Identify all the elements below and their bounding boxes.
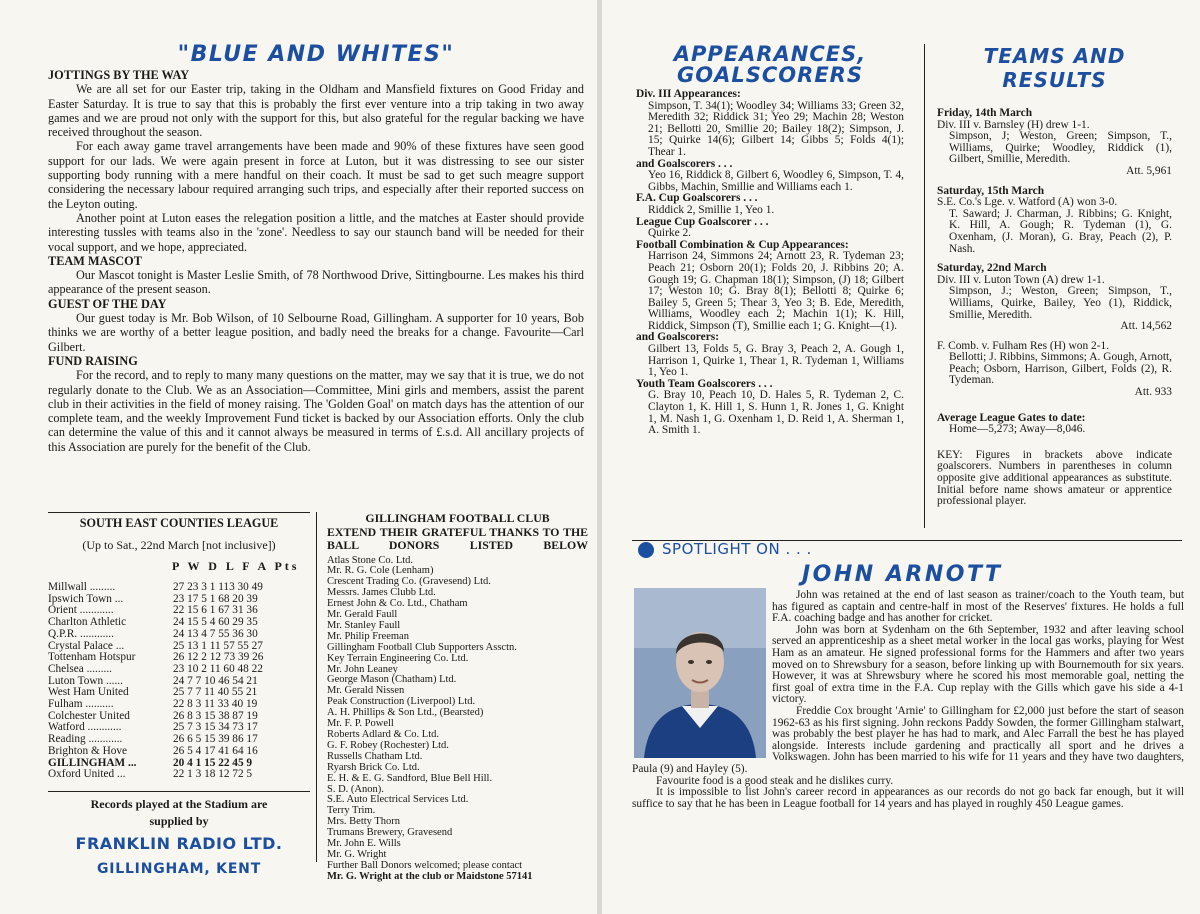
league-team: Chelsea ......... <box>48 663 113 675</box>
league-stats: 26 12 2 12 73 39 26 <box>173 651 264 664</box>
league-team: Orient ............ <box>48 605 114 617</box>
donor-item: George Mason (Chatham) Ltd. <box>327 675 457 686</box>
combination-goals-heading: and Goalscorers: <box>636 331 719 344</box>
paragraph-easter-trip: We are all set for our Easter trip, taking in the Oldham and Mansfield fixtures on Good Friday and Easter Saturday. It is true to say that this is probably the first ever venture into a trip taking in two away games and we are proud not only with the support for this, but also grateful for the regular backing we have received throughout the season. <box>48 82 584 140</box>
gates-heading: Average League Gates to date: <box>937 411 1086 424</box>
donor-item: Mr. G. Wright <box>327 849 387 860</box>
result-1-attendance: Att. 5,961 <box>1126 164 1172 177</box>
league-top-rule <box>48 512 310 513</box>
sponsor-town: GILLINGHAM, KENT <box>96 860 262 877</box>
donor-item: Mr. John E. Wills <box>327 839 401 850</box>
donor-item: A. H. Phillips & Son Ltd., (Bearsted) <box>327 708 484 719</box>
youth-text: G. Bray 10, Peach 10, D. Hales 5, R. Tydeman 2, C. Clayton 1, K. Hill 1, S. Hunn 1, R. Jones 1, G. Knight 1, M. Nash 1, G. Oxenham 1, D. Reid 1, A. Sherman 1, A. Smith 1. <box>648 389 904 437</box>
league-team: Reading ............ <box>48 734 123 746</box>
paragraph-travel: For each away game travel arrangements have been made and 90% of these fixtures have seen good support for our lads. We were again present in force at Luton, but it was distressing to see our sister supporting body running with a mere handful on their coach. It must be sad to get such meagre support considering the necessary labour required arranging such trips, and especially after their reported success on the Leyton outing. <box>48 139 584 211</box>
teams-masthead-line-2: RESULTS <box>1002 68 1107 92</box>
appearances-column <box>636 44 904 437</box>
bio-paragraph-3: Freddie Cox brought 'Arnie' to Gillingham for £2,000 just before the start of season 1962-63 as his first signing. John reckons Paddy Sowden, the former Gillingham stalwart, was probably the best player he has had to mark, and Alec Farrall the best he has played alongside. Interests include gardening and practically all sport and he drives a Volkswagen. John has been married to his wife for 11 years and they have two daughters, Paula (9) and Hayley (5). <box>632 704 1184 775</box>
donor-item: E. H. & E. G. Sandford, Blue Bell Hill. <box>327 773 493 784</box>
league-stats: 22 1 3 18 12 72 5 <box>173 768 253 781</box>
result-3-attendance: Att. 14,562 <box>1120 320 1172 333</box>
records-line-2: supplied by <box>149 813 209 828</box>
league-team: Millwall ......... <box>48 582 116 593</box>
key-text: KEY: Figures in brackets above indicate goalscorers. Numbers in parentheses in column opposite give additional appearances as substitute. Initial before name shows amateur or apprentice professional player. <box>937 448 1172 508</box>
spotlight-bullet-icon <box>638 542 654 558</box>
fa-cup-heading: F.A. Cup Goalscorers . . . <box>636 192 758 205</box>
league-cup-text: Quirke 2. <box>648 227 692 240</box>
paragraph-fund-raising: For the record, and to reply to many many questions on the matter, may we say that it is true, we do not regularly donate to the Club. We as an Association—Committee, Mini girls and members, assist the parent club in their activities in the field of money raising. The 'Golden Goal' on match days has the attention of our complete team, and the weekly Improvement Fund ticket is backed by our Association efforts. Only the club can determine the value of this and it cannot always be measured in terms of £.s.d. All ancillary projects of this Association are purely for the benefit of the Club. <box>48 368 584 454</box>
league-table <box>48 512 310 877</box>
div3-goals-heading: and Goalscorers . . . <box>636 157 733 170</box>
combination-heading: Football Combination & Cup Appearances: <box>636 238 849 251</box>
donor-item: Key Terrain Engineering Co. Ltd. <box>327 653 469 664</box>
league-stats: 26 5 4 17 41 64 16 <box>173 744 258 757</box>
league-team: Q.P.R. ............ <box>48 628 114 640</box>
league-team: Tottenham Hotspur <box>48 652 136 664</box>
league-stats: 24 15 5 4 60 29 35 <box>173 616 258 629</box>
mascot-heading: TEAM MASCOT <box>48 253 142 268</box>
bio-paragraph-1: John was retained at the end of last season as trainer/coach to the Youth team, but has figured as captain and centre-half in most of the Reserves' fixtures. He holds a full F.A. coaching badge and has another for cricket. <box>772 589 1184 625</box>
donor-item: Atlas Stone Co. Ltd. <box>327 555 414 566</box>
paragraph-luton: Another point at Luton eases the relegation position a little, and the matches at Easter should provide interesting tussles with teams also in the 'zone'. Needless to say our staunch band will be needed for their vocal support, and we hope, appreciated. <box>48 210 584 254</box>
donor-item: Mr. Gerald Faull <box>327 610 398 621</box>
left-bottom-section <box>48 511 588 892</box>
league-stats: 24 7 7 10 46 54 21 <box>173 674 258 687</box>
teams-masthead-line-1: TEAMS AND <box>983 44 1126 68</box>
donors-title-line-1: GILLINGHAM FOOTBALL CLUB <box>365 511 550 525</box>
league-team: Fulham .......... <box>48 699 114 711</box>
player-biography <box>632 590 1184 810</box>
league-team: Luton Town ...... <box>48 675 123 687</box>
league-stats: 22 15 6 1 67 31 36 <box>173 604 258 617</box>
appearances-masthead-line-2: GOALSCORERS <box>677 63 863 87</box>
donor-item: Peak Construction (Liverpool) Ltd. <box>327 697 476 708</box>
donor-item: Mr. John Leaney <box>327 664 398 675</box>
div3-goals-text: Yeo 16, Riddick 8, Gilbert 6, Woodley 6, Simpson, T. 4, Gibbs, Machin, Smillie and Williams each 1. <box>648 169 904 193</box>
player-name: JOHN ARNOTT <box>802 562 1003 587</box>
donor-item: Mrs. Betty Thorn <box>327 817 401 828</box>
bio-paragraph-2: John was born at Sydenham on the 6th September, 1932 and after leaving school served an apprenticeship as a sheet metal worker in the local gas works, playing for West Ham as an amateur. He signed professional forms for the Hammers and after two years moved on to Shrewsbury for a season, before linking up with Bournemouth for six years. However, it was at Shrewsbury where he scored his most memorable goal, netting the first goal of extra time in the F.A. Cup replay with the Gills which gave his side a 4-1 victory. <box>772 623 1184 706</box>
league-team: Ipswich Town ... <box>48 593 124 605</box>
donor-item: Crescent Trading Co. (Gravesend) Ltd. <box>327 577 491 588</box>
league-title: SOUTH EAST COUNTIES LEAGUE <box>79 516 279 530</box>
league-cup-heading: League Cup Goalscorer . . . <box>636 215 769 228</box>
league-stats: 23 17 5 1 68 20 39 <box>173 592 258 605</box>
result-1-text: Div. III v. Barnsley (H) drew 1-1. <box>937 118 1090 131</box>
league-team: Crystal Palace ... <box>48 640 125 652</box>
league-rows <box>48 582 310 781</box>
league-stats: 25 13 1 11 57 55 27 <box>173 639 263 652</box>
league-row <box>48 769 310 781</box>
donors-title <box>327 512 588 553</box>
donors-contact: Mr. G. Wright at the club or Maidstone 57141 <box>327 871 533 882</box>
league-stats: 24 13 4 7 55 36 30 <box>173 627 258 640</box>
result-1-team: Simpson, J; Weston, Green; Simpson, T., Williams, Quirke; Woodley, Riddick (1), Gilbert, Smillie, Meredith. <box>949 130 1172 166</box>
combination-text: Harrison 24, Simmons 24; Arnott 23, R. Tydeman 23; Peach 21; Osborn 20(1); Folds 20, J. Ribbins 20; A. Gough 19; G. Chapman 18(1); Simpson, (J) 18; Gilbert 17; Weston 10; G. Bray 8(1); Bellotti 8; Quirke 6; Bailey 5, Green 5; Thear 3, Yeo 3; B. Ede, Meredith, Williams, Woodley each 2; Machin 1(1); K. Hill, Riddick, Simpson (T), Smillie each 1; G. Knight—(1). <box>648 250 904 332</box>
donor-item: Roberts Adlard & Co. Ltd. <box>327 730 439 740</box>
jottings-heading: JOTTINGS BY THE WAY <box>48 68 190 82</box>
bio-paragraph-5: It is impossible to list John's career record in appearances as our records do not go back far enough, but it will suffice to say that he has been in League football for 14 years and has played in roughly 450 League games. <box>632 786 1184 810</box>
league-team: Oxford United ... <box>48 769 126 781</box>
league-team: Charlton Athletic <box>48 617 127 629</box>
league-row <box>48 699 310 711</box>
result-2-team: T. Saward; J. Charman, J. Ribbins; G. Knight, K. Hill, A. Gough; R. Tydeman (1), G. Oxenham, (J. Moran), G. Bray, Peach (2), P. Nash. <box>949 207 1172 255</box>
donor-item: Ryarsh Brick Co. Ltd. <box>327 762 420 773</box>
right-page-content <box>602 0 1200 914</box>
league-stats: 23 10 2 11 60 48 22 <box>173 662 263 675</box>
league-team: Colchester United <box>48 710 130 722</box>
combination-goals-text: Gilbert 13, Folds 5, G. Bray 3, Peach 2, A. Gough 1, Harrison 1, Quirke 1, Thear 1, R. Tydeman 1, Williams 1, Yeo 1. <box>648 343 904 379</box>
result-4-team: Bellotti; J. Ribbins, Simmons; A. Gough, Arnott, Peach; Osborn, Harrison, Gilbert, Folds (2), R. Tydeman. <box>949 351 1172 387</box>
donor-item: Ernest John & Co. Ltd., Chatham <box>327 599 468 610</box>
league-team: GILLINGHAM ... <box>48 757 137 769</box>
donor-item: G. F. Robey (Rochester) Ltd. <box>327 740 449 751</box>
league-subtitle: (Up to Sat., 22nd March [not inclusive]) <box>82 538 276 552</box>
div3-appearances-heading: Div. III Appearances: <box>636 88 741 100</box>
league-stats: 26 8 3 15 38 87 19 <box>173 709 258 722</box>
youth-heading: Youth Team Goalscorers . . . <box>636 377 773 390</box>
guest-heading: GUEST OF THE DAY <box>48 296 167 311</box>
league-team: West Ham United <box>48 687 129 699</box>
paragraph-guest: Our guest today is Mr. Bob Wilson, of 10 Selbourne Road, Gillingham. A supporter for 10 years, Bob thinks we are worthy of a better league position, and badly need the breaks for a change. Favourite—Carl Gilbert. <box>48 311 584 354</box>
league-row <box>48 664 310 676</box>
donor-item: Russells Chatham Ltd. <box>327 751 423 762</box>
donor-item: Mr. R. G. Cole (Lenham) <box>327 566 434 577</box>
result-4-text: F. Comb. v. Fulham Res (H) won 2-1. <box>937 339 1110 352</box>
result-2-date: Saturday, 15th March <box>937 184 1045 197</box>
result-3-team: Simpson, J.; Weston, Green; Simpson, T., Williams, Quirke, Bailey, Yeo (1), Riddick, Smillie, Meredith. <box>949 285 1172 321</box>
result-3-text: Div. III v. Luton Town (A) drew 1-1. <box>937 273 1105 286</box>
result-2-text: S.E. Co.'s Lge. v. Watford (A) won 3-0. <box>937 196 1118 209</box>
records-line-1: Records played at the Stadium are <box>90 796 268 811</box>
league-stats: 22 8 3 11 33 40 19 <box>173 698 258 711</box>
league-row <box>48 629 310 641</box>
league-column-headers: P W D L F A Pts <box>172 559 300 573</box>
donors-title-line-2: EXTEND THEIR GRATEFUL THANKS TO THE BALL DONORS LISTED BELOW <box>327 524 588 552</box>
league-bottom-rule <box>48 791 310 792</box>
donor-item: Mr. F. P. Powell <box>327 719 394 730</box>
league-team: Brighton & Hove <box>48 745 128 757</box>
teams-results-masthead <box>937 44 1172 92</box>
sponsor-name: FRANKLIN RADIO LTD. <box>75 833 283 853</box>
donor-item: S. D. (Anon). <box>327 784 384 795</box>
result-1-date: Friday, 14th March <box>937 107 1033 119</box>
donor-item: S.E. Auto Electrical Services Ltd. <box>327 795 469 806</box>
league-stats: 25 7 7 11 40 55 21 <box>173 686 258 699</box>
div3-appearances-text: Simpson, T. 34(1); Woodley 34; Williams 33; Green 32, Meredith 32; Riddick 31; Yeo 29; Machin 28; Weston 21; Bellotti 20, Smillie 20; Bailey 18(2); Simpson, J. 15; Quirke 14(6); Gilbert 14; Gibbs 5; Folds 4(1); Thear 1. <box>648 99 904 158</box>
ball-donors <box>316 511 588 882</box>
gates-text: Home—5,273; Away—8,046. <box>949 423 1086 436</box>
donor-item: Mr. Philip Freeman <box>327 631 409 642</box>
league-stats: 27 23 3 1 113 30 49 <box>173 581 263 593</box>
league-stats: 20 4 1 15 22 45 9 <box>173 756 253 769</box>
donor-item: Trumans Brewery, Gravesend <box>327 828 453 839</box>
donor-item: Mr. Stanley Faull <box>327 620 401 631</box>
donor-item: Gillingham Football Club Supporters Assctn. <box>327 642 517 653</box>
donor-item: Mr. Gerald Nissen <box>327 686 405 697</box>
donor-list <box>327 556 588 872</box>
league-stats: 26 6 5 15 39 86 17 <box>173 733 258 746</box>
records-note <box>48 796 310 830</box>
league-row <box>48 582 310 594</box>
result-4-attendance: Att. 933 <box>1134 386 1172 399</box>
blue-and-whites-masthead: "BLUE AND WHITES" <box>177 42 455 67</box>
appearances-masthead-line-1: APPEARANCES, <box>673 42 867 66</box>
fund-raising-heading: FUND RAISING <box>48 353 138 368</box>
league-row <box>48 746 310 758</box>
bio-paragraph-4: Favourite food is a good steak and he dislikes curry. <box>656 774 894 787</box>
donor-item: Further Ball Donors welcomed; please contact <box>327 860 523 871</box>
paragraph-mascot: Our Mascot tonight is Master Leslie Smith, of 78 Northwood Drive, Sittingbourne. Les makes his third appearance of the present season. <box>48 268 584 297</box>
result-3-date: Saturday, 22nd March <box>937 262 1047 275</box>
donor-item: Messrs. James Clubb Ltd. <box>327 588 436 599</box>
fa-cup-text: Riddick 2, Smillie 1, Yeo 1. <box>648 203 775 216</box>
league-team: Watford ............ <box>48 722 122 734</box>
donor-item: Terry Trim. <box>327 806 376 817</box>
teams-results-column <box>924 44 1172 528</box>
spotlight-label: SPOTLIGHT ON . . . <box>662 540 812 558</box>
appearances-masthead <box>636 44 904 86</box>
league-stats: 25 7 3 15 34 73 17 <box>173 721 258 734</box>
